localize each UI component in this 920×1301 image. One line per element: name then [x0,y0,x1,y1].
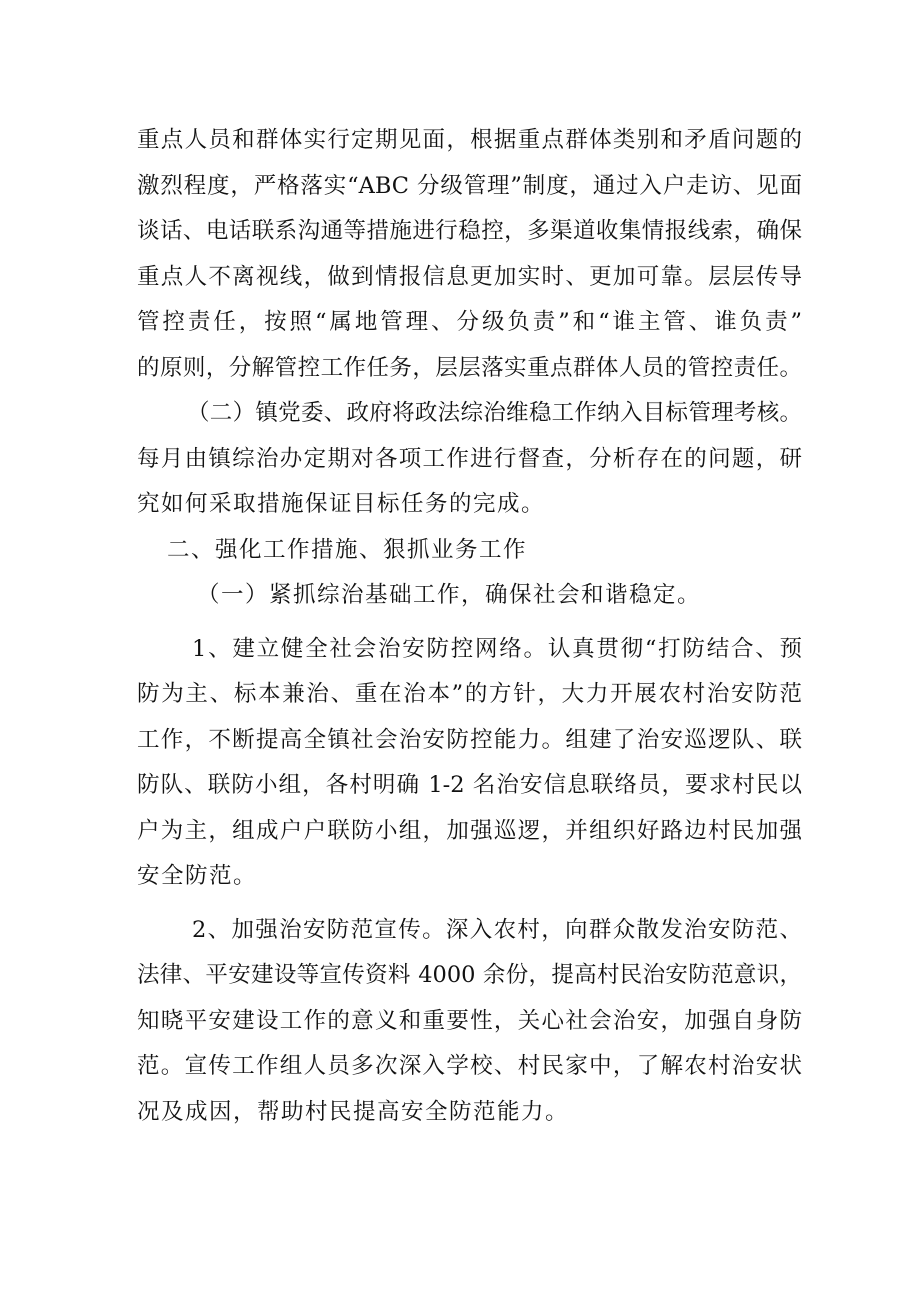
text-line: 户为主，组成户户联防小组，加强巡逻，并组织好路边村民加强 [137,817,802,844]
text-line: 重点人不离视线，做到情报信息更加实时、更加可靠。层层传导 [137,263,802,290]
text-line: 究如何采取措施保证目标任务的完成。 [137,491,546,517]
paragraph-assessment [137,391,802,528]
text-line: 范。宣传工作组人员多次深入学校、村民家中，了解农村治安状 [137,1053,802,1079]
subsection-heading: （一）紧抓综治基础工作，确保社会和谐稳定。 [197,582,702,608]
text-line: 况及成因，帮助村民提高安全防范能力。 [137,1098,570,1125]
text-line: 知晓平安建设工作的意义和重要性，关心社会治安，加强自身防 [137,1007,802,1034]
text-line: 防队、联防小组，各村明确 1-2 名治安信息联络员，要求村民以 [137,772,802,798]
document-body [137,118,802,1135]
text-line: （二）镇党委、政府将政法综治维稳工作纳入目标管理考核。 [187,400,802,426]
paragraph-key-personnel [137,118,802,391]
text-line: 安全防范。 [137,863,258,889]
text-line: 2、加强治安防范宣传。深入农村，向群众散发治安防范、 [192,916,802,943]
section-heading: 二、强化工作措施、狠抓业务工作 [167,536,528,563]
text-line: 每月由镇综治办定期对各项工作进行督查，分析存在的问题，研 [137,445,802,472]
text-line: 激烈程度，严格落实“ABC 分级管理”制度，通过入户走访、见面 [137,172,802,199]
text-line: 的原则，分解管控工作任务，层层落实重点群体人员的管控责任。 [137,354,802,381]
text-line: 防为主、标本兼治、重在治本”的方针，大力开展农村治安防范 [137,681,802,707]
text-line: 1、建立健全社会治安防控网络。认真贯彻“打防结合、预 [192,635,802,662]
text-line: 谈话、电话联系沟通等措施进行稳控，多渠道收集情报线索，确保 [137,218,802,244]
text-line: 重点人员和群体实行定期见面，根据重点群体类别和矛盾问题的 [137,127,802,153]
text-line: 管控责任，按照“属地管理、分级负责”和“谁主管、谁负责” [137,309,802,335]
paragraph-item-1 [137,627,802,900]
text-line: 法律、平安建设等宣传资料 4000 余份，提高村民治安防范意识， [137,962,802,988]
paragraph-item-2 [137,908,802,1136]
text-line: 工作，不断提高全镇社会治安防控能力。组建了治安巡逻队、联 [137,726,802,753]
